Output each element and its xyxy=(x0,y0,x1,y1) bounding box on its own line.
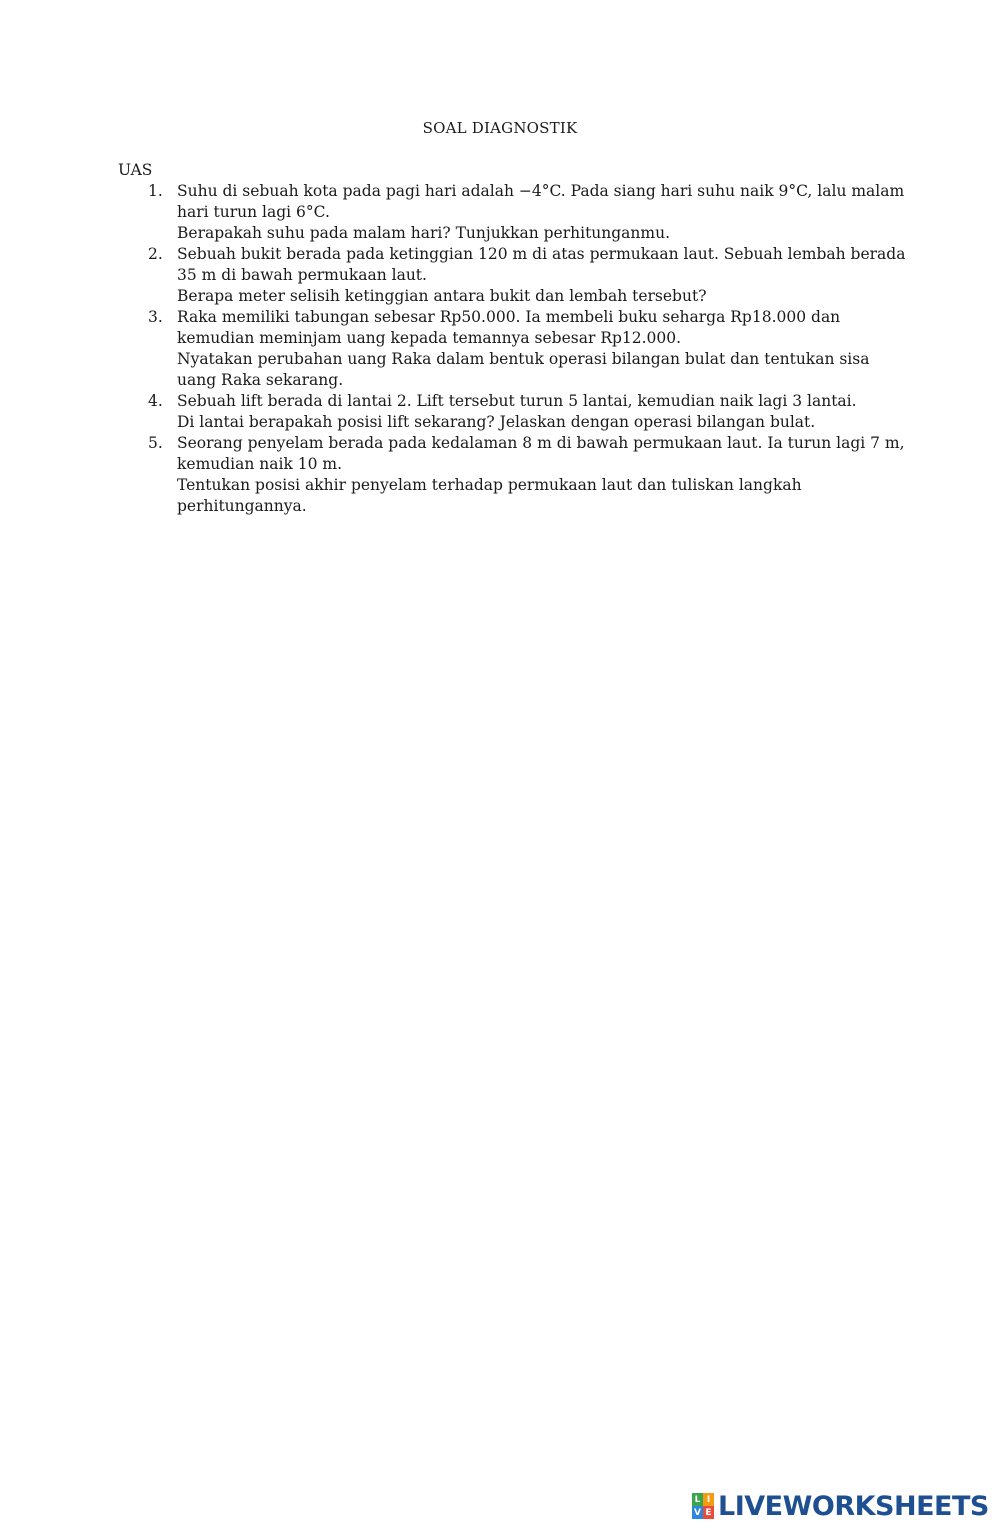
logo-tile: E xyxy=(703,1506,714,1519)
question-item xyxy=(118,244,906,307)
question-text-line: Sebuah bukit berada pada ketinggian 120 m di atas permukaan laut. Sebuah lembah berada xyxy=(177,245,906,263)
question-text-line: kemudian naik 10 m. xyxy=(177,455,343,473)
question-number: 1. xyxy=(148,182,163,200)
question-item xyxy=(118,391,888,433)
question-item xyxy=(118,433,905,517)
question-text-line: Suhu di sebuah kota pada pagi hari adalah −4°C. Pada siang hari suhu naik 9°C, lalu malam xyxy=(177,182,905,200)
liveworksheets-watermark[interactable] xyxy=(692,1490,989,1522)
question-text-line: Berapakah suhu pada malam hari? Tunjukkan perhitunganmu. xyxy=(177,224,671,242)
question-item xyxy=(118,307,888,391)
question-number: 3. xyxy=(148,308,163,326)
question-text-line: Raka memiliki tabungan sebesar Rp50.000. Ia membeli buku seharga Rp18.000 dan xyxy=(177,308,841,326)
question-text-line: Tentukan posisi akhir penyelam terhadap permukaan laut dan tuliskan langkah xyxy=(177,476,802,494)
question-text-line: 35 m di bawah permukaan laut. xyxy=(177,266,427,284)
watermark-text: LIVEWORKSHEETS xyxy=(718,1490,989,1522)
question-text-line: Di lantai berapakah posisi lift sekarang? Jelaskan dengan operasi bilangan bulat. xyxy=(177,413,816,431)
question-text-line: kemudian meminjam uang kepada temannya sebesar Rp12.000. xyxy=(177,329,682,347)
liveworksheets-logo-icon xyxy=(692,1493,714,1519)
question-text-line: Sebuah lift berada di lantai 2. Lift tersebut turun 5 lantai, kemudian naik lagi 3 lantai. xyxy=(177,392,857,410)
question-text-line: hari turun lagi 6°C. xyxy=(177,203,330,221)
question-text-line: uang Raka sekarang. xyxy=(177,371,344,389)
question-text-line: Nyatakan perubahan uang Raka dalam bentuk operasi bilangan bulat dan tentukan sisa xyxy=(177,350,870,368)
page-title: SOAL DIAGNOSTIK xyxy=(422,119,578,137)
logo-tile: I xyxy=(703,1493,714,1506)
logo-tile: V xyxy=(692,1506,703,1519)
question-text-line: Seorang penyelam berada pada kedalaman 8 m di bawah permukaan laut. Ia turun lagi 7 m, xyxy=(177,434,905,452)
question-number: 5. xyxy=(148,434,163,452)
question-number: 2. xyxy=(148,245,163,263)
question-item xyxy=(118,181,905,244)
section-label: UAS xyxy=(118,161,153,179)
logo-tile: L xyxy=(692,1493,703,1506)
question-text-line: Berapa meter selisih ketinggian antara bukit dan lembah tersebut? xyxy=(177,287,707,305)
question-text-line: perhitungannya. xyxy=(177,497,307,515)
question-number: 4. xyxy=(148,392,163,410)
question-list xyxy=(118,181,906,517)
